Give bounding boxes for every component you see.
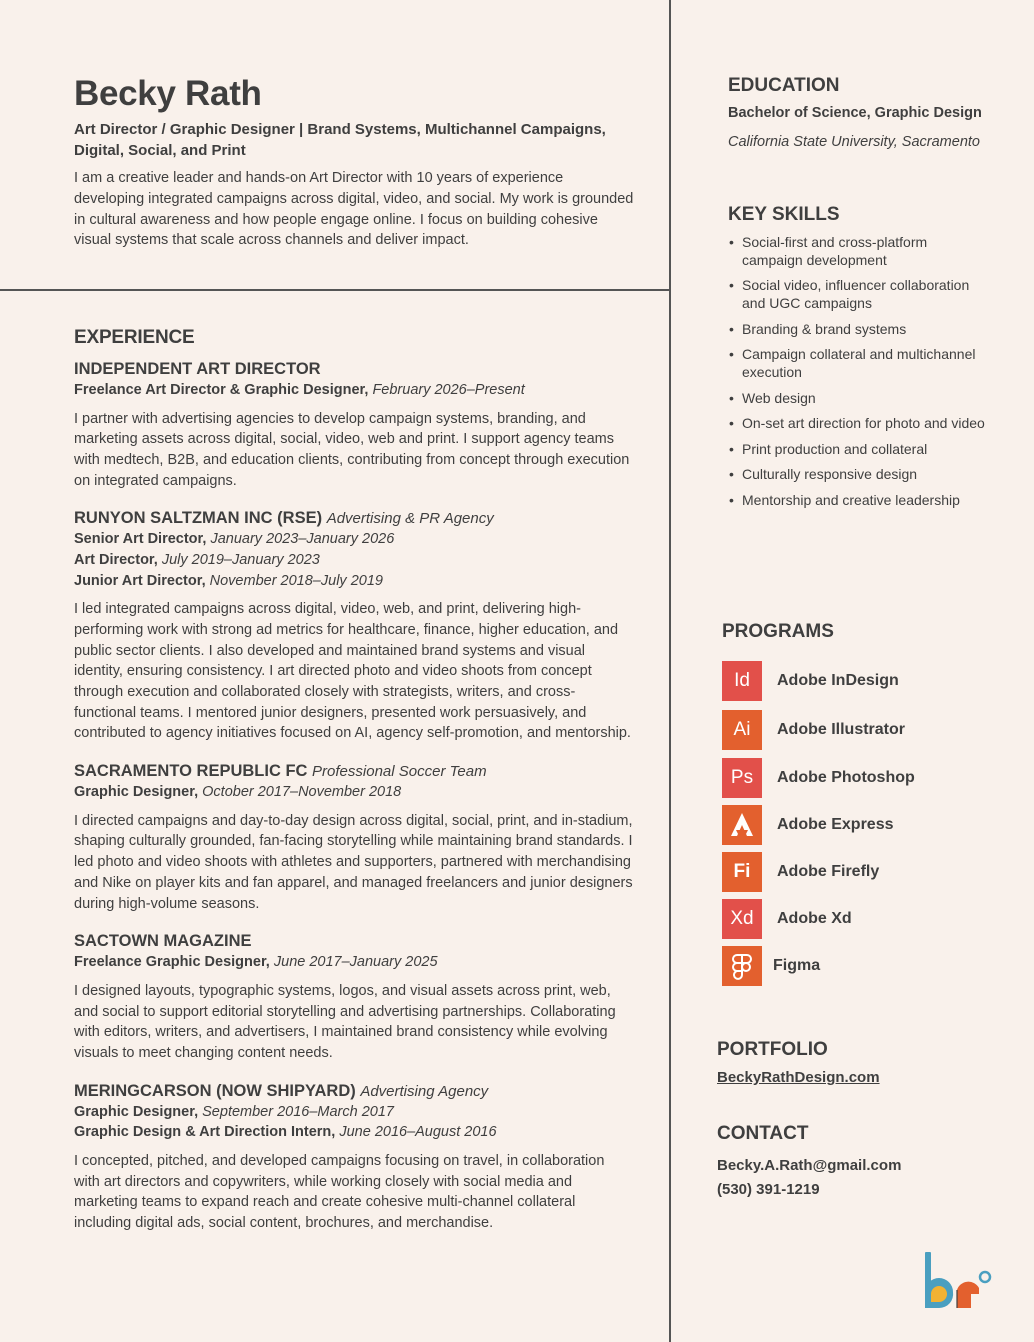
program-item: [722, 946, 1002, 986]
job-org-name: SACRAMENTO REPUBLIC FC: [74, 762, 308, 781]
skill-item: • On-set art direction for photo and video: [728, 414, 988, 432]
job-role: [74, 550, 634, 571]
contact-email[interactable]: Becky.A.Rath@gmail.com: [717, 1157, 902, 1174]
photoshop-icon: Ps: [722, 758, 762, 798]
vertical-divider: [669, 0, 671, 1342]
job-entry: [74, 931, 634, 1063]
job-role: [74, 782, 634, 803]
job-org: [74, 931, 634, 952]
program-item: [722, 805, 1002, 845]
role-dates: February 2026–Present: [372, 382, 525, 398]
sidebar: [728, 74, 988, 516]
program-label: Adobe Photoshop: [777, 769, 915, 786]
experience-section: [74, 326, 634, 1234]
job-description: I partner with advertising agencies to develop campaign systems, branding, and marketing assets across digital, social, video, web and print. I support agency teams with medtech, B2B, and education clients, contributing from concept through execution on integrated campaigns.: [74, 410, 630, 489]
skills-title: KEY SKILLS: [728, 203, 840, 225]
programs-title: PROGRAMS: [722, 621, 834, 642]
portfolio-link[interactable]: BeckyRathDesign.com: [717, 1069, 880, 1086]
skill-item: • Web design: [728, 389, 988, 407]
role-dates: September 2016–March 2017: [202, 1103, 394, 1120]
school: California State University, Sacramento: [728, 133, 980, 150]
job-description: I designed layouts, typographic systems, logos, and visual assets across print, web, and social to support editorial storytelling and advertising partnerships. Collaborating with editors, writers, and advertisers, I maintained brand consistency while evolving visuals to meet changing content needs.: [74, 982, 616, 1061]
job-org-name: MERINGCARSON (NOW SHIPYARD): [74, 1081, 356, 1100]
program-label: Adobe Illustrator: [777, 721, 906, 738]
skill-item: • Mentorship and creative leadership: [728, 491, 988, 509]
job-org-name: INDEPENDENT ART DIRECTOR: [74, 360, 321, 378]
job-role: [74, 952, 634, 973]
firefly-icon: Fi: [722, 852, 762, 892]
job-role: [74, 529, 634, 550]
job-org-desc: Advertising Agency: [360, 1082, 489, 1100]
education-title: EDUCATION: [728, 75, 840, 96]
role-dates: June 2017–January 2025: [273, 954, 438, 971]
resume-header: [74, 72, 634, 251]
job-entry: [74, 1081, 634, 1234]
skill-item: • Social video, influencer collaboration and UGC campaigns: [728, 276, 988, 312]
skill-item: • Branding & brand systems: [728, 320, 988, 338]
indesign-icon: Id: [722, 661, 762, 701]
role-dates: January 2023–January 2026: [210, 531, 395, 548]
job-org-name: RUNYON SALTZMAN INC (RSE): [74, 509, 323, 528]
job-description: I led integrated campaigns across digital, video, web, and print, delivering high-performing work with strong ad metrics for healthcare, finance, higher education, and public sector clients. I also developed and maintained brand systems and visual identity, ensuring consistency. I art directed photo and video shoots from concept through execution and collaborated closely with strategists, writers, and cross-functional teams. I mentored junior designers, presented work persuasively, and contributed to agency initiatives focused on AI, agency self-promotion, and mentorship.: [74, 601, 631, 742]
contact-title: CONTACT: [717, 1123, 809, 1144]
program-label: Adobe InDesign: [777, 672, 899, 689]
program-label: Adobe Xd: [777, 910, 852, 927]
job-org-desc: Advertising & PR Agency: [326, 510, 494, 528]
candidate-name: Becky Rath: [74, 74, 262, 113]
role-dates: October 2017–November 2018: [202, 784, 402, 801]
job-role: [74, 1102, 634, 1123]
job-description: I concepted, pitched, and developed campaigns focusing on travel, in collaboration with art directors and copywriters, while working closely with social media and marketing teams to expand reach and create cohesive multi-channel collateral including digital ads, social content, brochures, and merchandise.: [74, 1152, 605, 1231]
portfolio-title: PORTFOLIO: [717, 1039, 828, 1060]
job-description: I directed campaigns and day-to-day design across digital, social, print, and in-stadium, shaping culturally grounded, fan-facing storytelling while maintaining brand standards. I led photo and video shoots with athletes and supporters, partnered with merchandising and Nike on player kits and fan apparel, and managed freelancers and junior designers during high-volume seasons.: [74, 812, 633, 912]
job-entry: [74, 359, 634, 491]
job-role: [74, 571, 634, 592]
role-dates: July 2019–January 2023: [161, 552, 320, 568]
role-title: Graphic Design & Art Direction Intern,: [74, 1124, 336, 1141]
role-title: Freelance Art Director & Graphic Designer,: [74, 382, 369, 398]
skill-item: • Culturally responsive design: [728, 465, 988, 483]
job-entry: [74, 508, 634, 744]
role-title: Graphic Designer,: [74, 1103, 199, 1120]
job-org: [74, 359, 634, 380]
skill-item: • Social-first and cross-platform campaign development: [728, 233, 988, 269]
program-label: Adobe Express: [777, 816, 894, 833]
program-item: [722, 710, 1002, 750]
experience-title: EXPERIENCE: [74, 327, 195, 348]
contact-phone: (530) 391-1219: [717, 1181, 820, 1198]
role-title: Art Director,: [74, 552, 158, 568]
skills-list: [728, 233, 988, 509]
tagline: Art Director / Graphic Designer | Brand Systems, Multichannel Campaigns, Digital, Social, and Print: [74, 121, 606, 159]
job-org: [74, 508, 634, 529]
job-entry: [74, 761, 634, 914]
role-title: Junior Art Director,: [74, 572, 206, 589]
job-org: [74, 761, 634, 782]
role-dates: June 2016–August 2016: [339, 1124, 497, 1141]
job-role: [74, 380, 634, 401]
skill-item: • Campaign collateral and multichannel execution: [728, 345, 988, 381]
skill-item: • Print production and collateral: [728, 440, 988, 458]
job-org-desc: Professional Soccer Team: [312, 763, 487, 781]
role-dates: November 2018–July 2019: [209, 572, 383, 589]
job-org-name: SACTOWN MAGAZINE: [74, 932, 252, 951]
job-org: [74, 1081, 634, 1102]
figma-icon: [722, 946, 762, 986]
illustrator-icon: Ai: [722, 710, 762, 750]
program-label: Adobe Firefly: [777, 863, 880, 880]
role-title: Freelance Graphic Designer,: [74, 954, 270, 971]
program-item: [722, 758, 1002, 798]
program-item: [722, 899, 1002, 939]
express-icon: [722, 805, 762, 845]
summary: I am a creative leader and hands-on Art Director with 10 years of experience developing integrated campaigns across digital, video, and social. My work is grounded in cultural awareness and how people engage online. I focus on building cohesive visual systems that scale across channels and deliver impact.: [74, 170, 634, 249]
degree: Bachelor of Science, Graphic Design: [728, 105, 982, 121]
role-title: Senior Art Director,: [74, 531, 207, 548]
role-title: Graphic Designer,: [74, 784, 199, 801]
program-item: [722, 661, 1002, 701]
job-role: [74, 1122, 634, 1143]
horizontal-divider: [0, 289, 670, 291]
br-logo-icon: [922, 1250, 994, 1312]
xd-icon: Xd: [722, 899, 762, 939]
program-item: [722, 852, 1002, 892]
program-label: Figma: [773, 957, 821, 974]
